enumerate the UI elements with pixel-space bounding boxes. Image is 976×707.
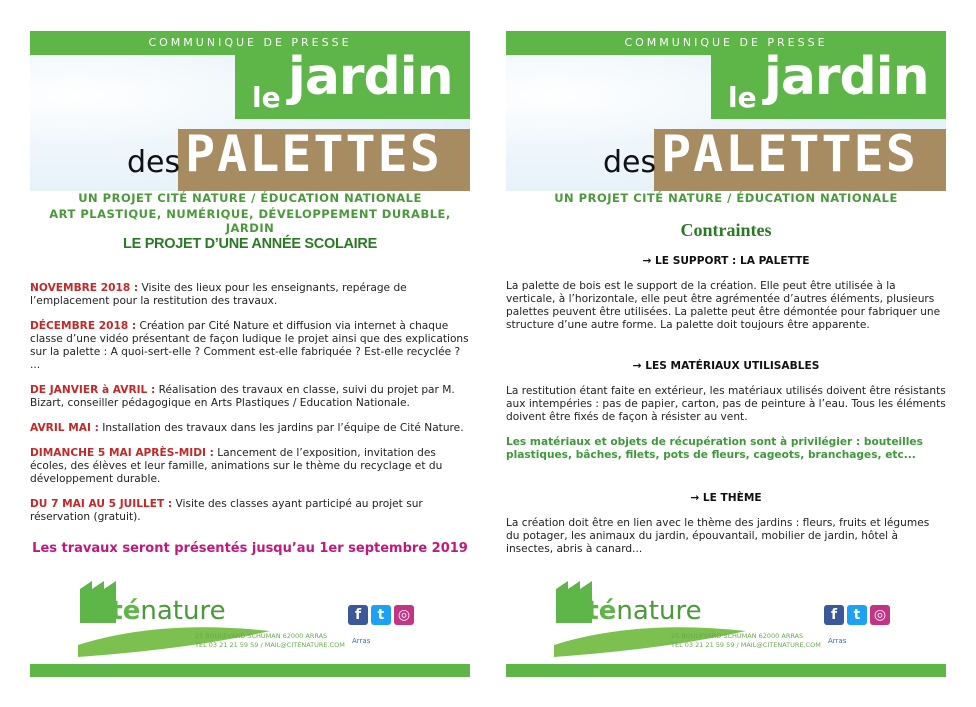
materials-recommendation: Les matériaux et objets de récupération sont à privilégier : bouteilles plastiques, bâches, filets, pots de fleurs, cageots, branchages, etc...	[506, 436, 923, 461]
left-page	[30, 31, 470, 677]
partner-logos: Arras	[352, 637, 371, 645]
timeline-item: DU 7 MAI AU 5 JUILLET : Visite des classes ayant participé au projet sur réservation (gratuit).	[30, 498, 423, 523]
title-des: des	[127, 145, 181, 180]
constraints	[506, 255, 946, 556]
timeline-item: AVRIL MAI : Installation des travaux dans les jardins par l’équipe de Cité Nature.	[30, 422, 464, 434]
title-le: le	[252, 81, 281, 114]
timeline-item: DÉCEMBRE 2018 : Création par Cité Nature et diffusion via internet à chaque classe d’une vidéo présentant de façon ludique le projet ainsi que des explications sur la palette : A quoi-sert-elle ? Comment est-elle fabriquée ? Est-elle recyclée ? ...	[30, 320, 469, 371]
section-title: Contraintes	[680, 220, 772, 240]
theme-text: La création doit être en lien avec le thème des jardins : fleurs, fruits et légumes du potager, les animaux du jardin, épouvantail, mobilier de jardin, hôtel à insectes, abris à canard...	[506, 517, 930, 555]
right-page	[506, 31, 946, 677]
social-links	[348, 604, 417, 625]
subtitle-2: ART PLASTIQUE, NUMÉRIQUE, DÉVELOPPEMENT DURABLE, JARDIN	[49, 207, 451, 235]
twitter-icon[interactable]: t	[847, 605, 867, 625]
instagram-icon[interactable]: ◎	[870, 605, 890, 625]
theme-header: → LE THÈME	[690, 492, 762, 504]
facebook-icon[interactable]: f	[348, 605, 368, 625]
bottom-band	[506, 664, 946, 677]
closing-statement: Les travaux seront présentés jusqu’au 1er septembre 2019	[32, 541, 468, 556]
facebook-icon[interactable]: f	[824, 605, 844, 625]
partner-logos: Arras	[828, 637, 847, 645]
press-banner: COMMUNIQUE DE PRESSE	[506, 31, 946, 55]
support-text: La palette de bois est le support de la création. Elle peut être utilisée à la verticale, à l’horizontale, elle peut être agrémentée d’autres éléments, plusieurs palettes peuvent être utilisées. La palette peut être démontée pour fabriquer une structure d’une autre forme. La palette doit toujours être apparente.	[506, 280, 941, 331]
title-jardin: jardin	[764, 47, 929, 107]
social-links	[824, 604, 893, 625]
twitter-icon[interactable]: t	[371, 605, 391, 625]
address: 25 BOULEVARD SCHUMAN 62000 ARRAS TEL 03 21 21 59 59 / MAIL@CITENATURE.COM	[671, 632, 821, 649]
subtitle-1: UN PROJET CITÉ NATURE / ÉDUCATION NATIONALE	[554, 191, 898, 205]
logo-text: citénature	[562, 596, 702, 626]
subtitle-1: UN PROJET CITÉ NATURE / ÉDUCATION NATIONALE	[78, 191, 422, 205]
press-banner: COMMUNIQUE DE PRESSE	[30, 31, 470, 55]
materials-header: → LES MATÉRIAUX UTILISABLES	[632, 360, 820, 372]
bottom-band	[30, 664, 470, 677]
logo-text: citénature	[86, 596, 226, 626]
timeline-item: DE JANVIER à AVRIL : Réalisation des travaux en classe, suivi du projet par M. Bizart, conseiller pédagogique en Arts Plastiques / Education Nationale.	[30, 384, 455, 409]
title-palettes: PALETTES	[185, 125, 442, 183]
title-le: le	[728, 81, 757, 114]
materials-text: La restitution étant faite en extérieur, les matériaux utilisés doivent être résistants aux intempéries : pas de papier, carton, pas de peinture à l’eau. Tous les éléments doivent être fixés de façon à résister au vent.	[506, 385, 946, 423]
instagram-icon[interactable]: ◎	[394, 605, 414, 625]
section-title: LE PROJET D’UNE ANNÉE SCOLAIRE	[123, 236, 377, 252]
title-jardin: jardin	[288, 47, 453, 107]
support-header: → LE SUPPORT : LA PALETTE	[642, 255, 810, 267]
timeline	[30, 282, 470, 536]
timeline-item: NOVEMBRE 2018 : Visite des lieux pour les enseignants, repérage de l’emplacement pour la restitution des travaux.	[30, 282, 407, 307]
title-des: des	[603, 145, 657, 180]
address: 25 BOULEVARD SCHUMAN 62000 ARRAS TEL 03 21 21 59 59 / MAIL@CITENATURE.COM	[195, 632, 345, 649]
title-palettes: PALETTES	[661, 125, 918, 183]
timeline-item: DIMANCHE 5 MAI APRÈS-MIDI : Lancement de l’exposition, invitation des écoles, des élèves et leur famille, animations sur le thème du recyclage et du développement durable.	[30, 447, 443, 485]
